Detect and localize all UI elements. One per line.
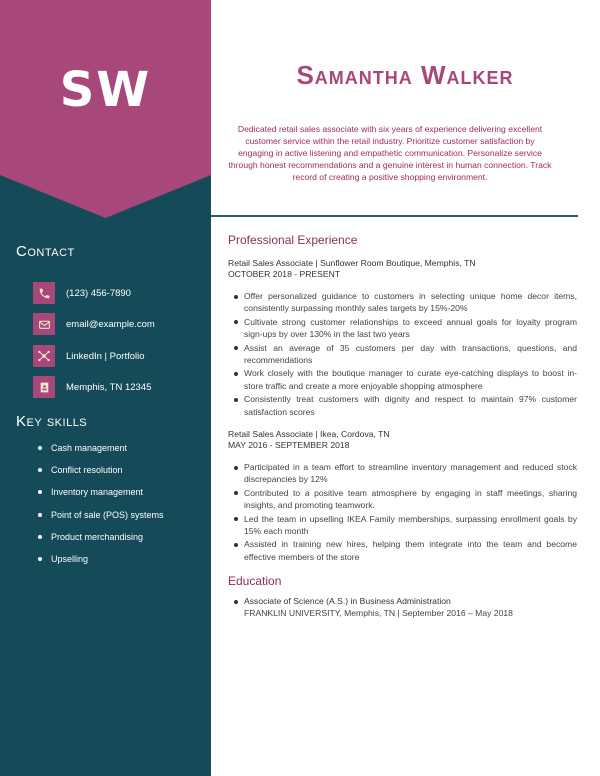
bullet-item: Consistently treat customers with dignity and respect to maintain 97% customer satisfaction scores: [233, 393, 577, 418]
job-dates: MAY 2016 - SEPTEMBER 2018: [228, 440, 350, 450]
bullet-item: Cultivate strong customer relationships to exceed annual goals for loyalty program sign-ups by over 130% in the last two years: [233, 316, 577, 341]
job-bullets: [233, 290, 577, 419]
location-text: Memphis, TN 12345: [66, 381, 152, 393]
bullet-item: Offer personalized guidance to customers in selecting unique home decor items, consistently surpassing monthly sales targets by 15%-20%: [233, 290, 577, 315]
candidate-name: [210, 60, 600, 91]
linkedin-text: LinkedIn | Portfolio: [66, 350, 145, 362]
phone-icon: [33, 282, 55, 304]
skill-item: Cash management: [38, 437, 164, 459]
school: FRANKLIN UNIVERSITY, Memphis, TN | September 2016 – May 2018: [244, 608, 513, 619]
bullet-item: Work closely with the boutique manager to curate eye-catching displays to boost in-store traffic and create a more enjoyable shopping atmosphere: [233, 367, 577, 392]
bullet-item: Assisted in training new hires, helping them integrate into the team and become effective members of the store: [233, 538, 577, 563]
bullet-item: Participated in a team effort to streamline inventory management and reduced stock discrepancies by 12%: [233, 461, 577, 486]
degree: Associate of Science (A.S.) in Business Administration: [233, 595, 577, 607]
job-title: Retail Sales Associate | Ikea, Cordova, TN: [228, 429, 390, 439]
skill-item: Conflict resolution: [38, 459, 164, 481]
job-title: Retail Sales Associate | Sunflower Room Boutique, Memphis, TN: [228, 258, 476, 268]
skill-item: Inventory management: [38, 481, 164, 503]
bullet-item: Led the team in upselling IKEA Family memberships, surpassing enrollment goals by 15% each month: [233, 513, 577, 538]
sidebar: [0, 0, 211, 776]
bullet-item: Assist an average of 35 customers per day with transactions, questions, and recommendations: [233, 342, 577, 367]
skill-item: Product merchandising: [38, 526, 164, 548]
contact-linkedin[interactable]: [33, 345, 145, 367]
skill-item: Point of sale (POS) systems: [38, 504, 164, 526]
monogram-initials: SW: [59, 62, 152, 118]
contact-phone[interactable]: [33, 282, 131, 304]
header-divider: [211, 215, 578, 217]
summary-text: Dedicated retail sales associate with six years of experience delivering excellent customer service within the retail industry. Prioritize customer satisfaction by engaging in active listening and empathetic communication. Personalize service through honest recommendations and a genuine interest in human connection. Track record of creating a positive shopping environment.: [228, 124, 552, 182]
education-entry: [233, 595, 577, 620]
network-icon: [33, 345, 55, 367]
envelope-icon: [33, 313, 55, 335]
skill-item: Upselling: [38, 548, 164, 570]
first-name: Samantha: [296, 60, 413, 90]
skills-heading: Key skills: [16, 413, 88, 430]
location-icon: [33, 376, 55, 398]
bullet-item: Contributed to a positive team atmosphere by engaging in staff meetings, sharing insights, and promoting teamwork.: [233, 487, 577, 512]
contact-email[interactable]: [33, 313, 155, 335]
last-name: Walker: [421, 60, 514, 90]
contact-location: [33, 376, 151, 398]
job-bullets: [233, 461, 577, 564]
contact-heading: Contact: [16, 243, 75, 260]
education-heading: Education: [228, 574, 282, 588]
skills-list: [38, 437, 164, 570]
email-text: email@example.com: [66, 318, 155, 330]
experience-heading: Professional Experience: [228, 233, 358, 247]
phone-text: (123) 456-7890: [66, 287, 131, 299]
job-dates: OCTOBER 2018 - PRESENT: [228, 269, 341, 279]
